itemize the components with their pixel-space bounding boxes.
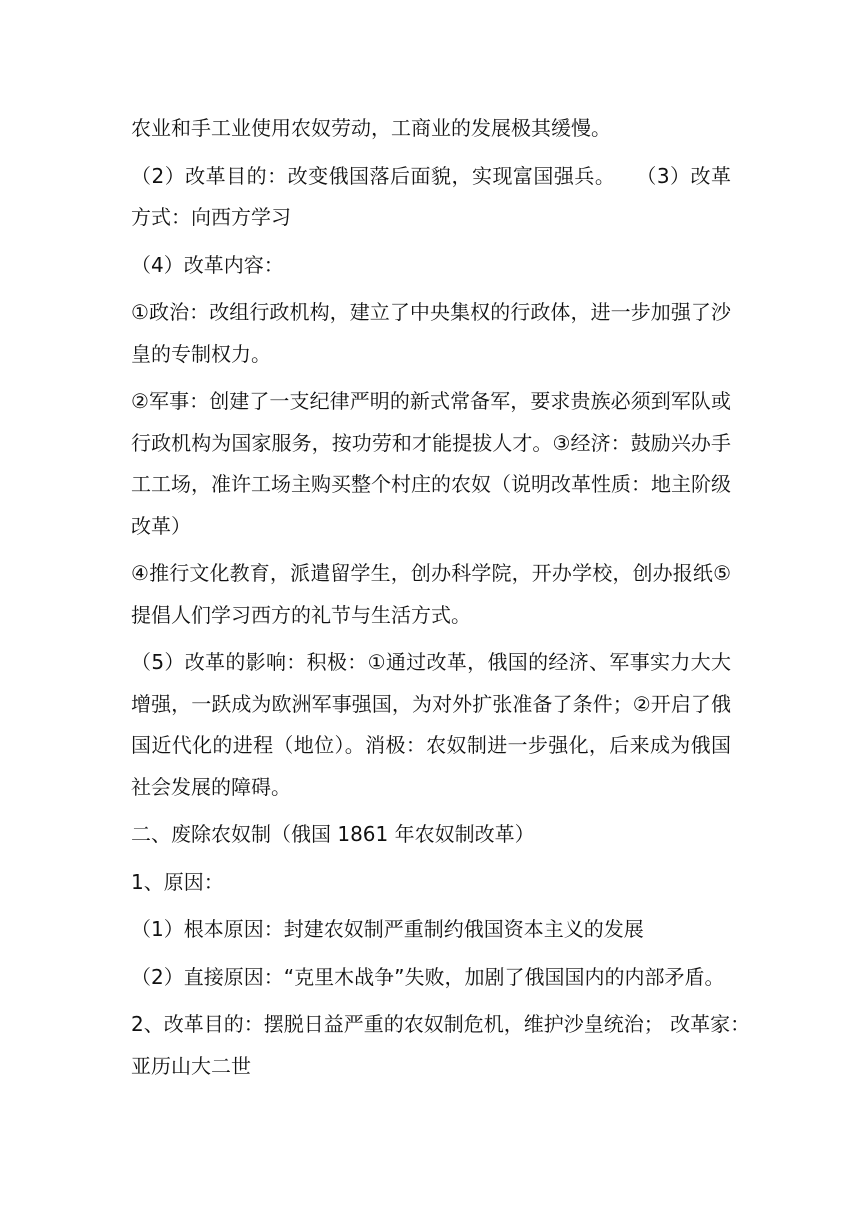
paragraph-direct-cause bbox=[131, 957, 731, 999]
text-line: （4）改革内容： bbox=[131, 252, 284, 277]
text-line: 国近代化的进程（地位）。消极：农奴制进一步强化，后来成为俄国 bbox=[131, 733, 731, 757]
text-line: ②军事：创建了一支纪律严明的新式常备军，要求贵族必须到军队或 bbox=[131, 389, 731, 413]
paragraph-economy-background bbox=[131, 108, 731, 150]
text-line: ①政治：改组行政机构，建立了中央集权的行政体，进一步加强了沙 bbox=[131, 300, 731, 324]
paragraph-reform-content-heading bbox=[131, 245, 731, 287]
paragraph-military-economy bbox=[131, 381, 731, 547]
paragraph-impact bbox=[131, 642, 731, 808]
text-line: 改革） bbox=[131, 513, 191, 538]
paragraph-causes-heading bbox=[131, 862, 731, 904]
text-line: 社会发展的障碍。 bbox=[131, 774, 291, 799]
text-line: 行政机构为国家服务，按功劳和才能提拔人才。③经济：鼓励兴办手 bbox=[131, 430, 731, 455]
paragraph-culture bbox=[131, 553, 731, 636]
document-body bbox=[131, 108, 751, 1093]
paragraph-reform-aim-reformer bbox=[131, 1004, 751, 1087]
text-line: 2、改革目的：摆脱日益严重的农奴制危机，维护沙皇统治； 改革家： bbox=[131, 1012, 751, 1036]
text-line: 皇的专制权力。 bbox=[131, 341, 271, 366]
text-line: 二、废除农奴制（俄国 1861 年农奴制改革） bbox=[131, 822, 535, 846]
text-line: 方式：向西方学习 bbox=[131, 205, 291, 229]
text-line: 增强，一跃成为欧洲军事强国，为对外扩张准备了条件；②开启了俄 bbox=[131, 691, 731, 716]
text-line: 1、原因： bbox=[131, 869, 224, 894]
text-line: 提倡人们学习西方的礼节与生活方式。 bbox=[131, 602, 471, 627]
text-line: （1）根本原因：封建农奴制严重制约俄国资本主义的发展 bbox=[131, 917, 644, 941]
text-line: ④推行文化教育，派遣留学生，创办科学院，开办学校，创办报纸⑤ bbox=[131, 561, 731, 585]
text-line: 工工场，准许工场主购买整个村庄的农奴（说明改革性质：地主阶级 bbox=[131, 472, 731, 496]
text-line: 亚历山大二世 bbox=[131, 1053, 251, 1078]
paragraph-reform-goal bbox=[131, 156, 731, 239]
text-line: （5）改革的影响：积极：①通过改革，俄国的经济、军事实力大大 bbox=[131, 650, 731, 674]
section-heading-abolish-serfdom bbox=[131, 814, 731, 856]
paragraph-politics bbox=[131, 292, 731, 375]
text-line: （2）改革目的：改变俄国落后面貌，实现富国强兵。 （3）改革 bbox=[131, 163, 731, 188]
text-line: （2）直接原因：“克里木战争”失败，加剧了俄国国内的内部矛盾。 bbox=[131, 964, 725, 989]
paragraph-root-cause bbox=[131, 909, 731, 951]
text-line: 农业和手工业使用农奴劳动，工商业的发展极其缓慢。 bbox=[131, 116, 611, 140]
